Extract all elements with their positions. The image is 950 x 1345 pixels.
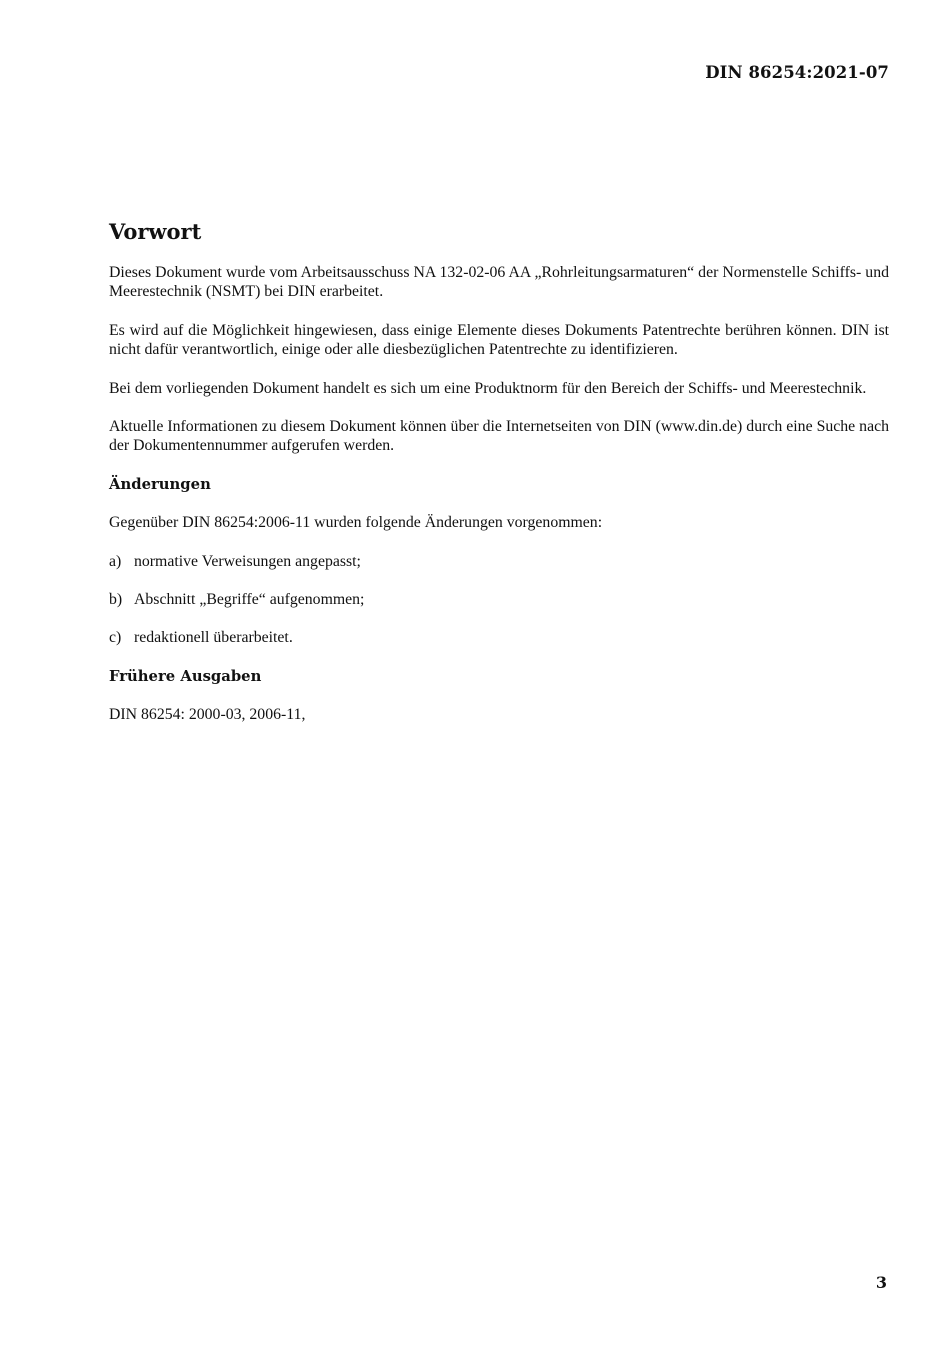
list-item-text: normative Verweisungen angepasst; xyxy=(134,552,361,570)
changes-list xyxy=(109,552,889,648)
list-marker: a) xyxy=(109,552,122,570)
changes-intro: Gegenüber DIN 86254:2006-11 wurden folgende Änderungen vorgenommen: xyxy=(109,514,603,532)
foreword-section xyxy=(109,218,889,744)
changes-heading: Änderungen xyxy=(109,475,211,493)
list-item-text: redaktionell überarbeitet. xyxy=(134,629,293,647)
previous-editions-heading: Frühere Ausgaben xyxy=(109,667,262,685)
section-title: Vorwort xyxy=(109,219,202,244)
paragraph-patent-notice: Es wird auf die Möglichkeit hingewiesen, dass einige Elemente dieses Dokuments Patentrechte berühren können. DIN ist nicht dafür verantwortlich, einige oder alle diesbezüglichen Patentrechte zu identifizieren. xyxy=(109,321,889,359)
list-item xyxy=(109,552,889,571)
paragraph-committee: Dieses Dokument wurde vom Arbeitsausschuss NA 132-02-06 AA „Rohrleitungsarmaturen“ der Normenstelle Schiffs- und Meerestechnik (NSMT) bei DIN erarbeitet. xyxy=(109,264,889,301)
list-item xyxy=(109,628,889,647)
document-id: DIN 86254:2021-07 xyxy=(705,63,889,82)
paragraph-current-info: Aktuelle Informationen zu diesem Dokument können über die Internetseiten von DIN (www.din.de) durch eine Suche nach der Dokumentennummer aufgerufen werden. xyxy=(109,418,889,455)
list-marker: c) xyxy=(109,629,122,647)
paragraph-product-standard: Bei dem vorliegenden Dokument handelt es sich um eine Produktnorm für den Bereich der Schiffs- und Meerestechnik. xyxy=(109,379,867,397)
list-item-text: Abschnitt „Begriffe“ aufgenommen; xyxy=(134,591,365,609)
previous-editions-text: DIN 86254: 2000-03, 2006-11, xyxy=(109,706,306,724)
list-marker: b) xyxy=(109,591,123,609)
list-item xyxy=(109,590,889,609)
page-number: 3 xyxy=(875,1273,887,1292)
